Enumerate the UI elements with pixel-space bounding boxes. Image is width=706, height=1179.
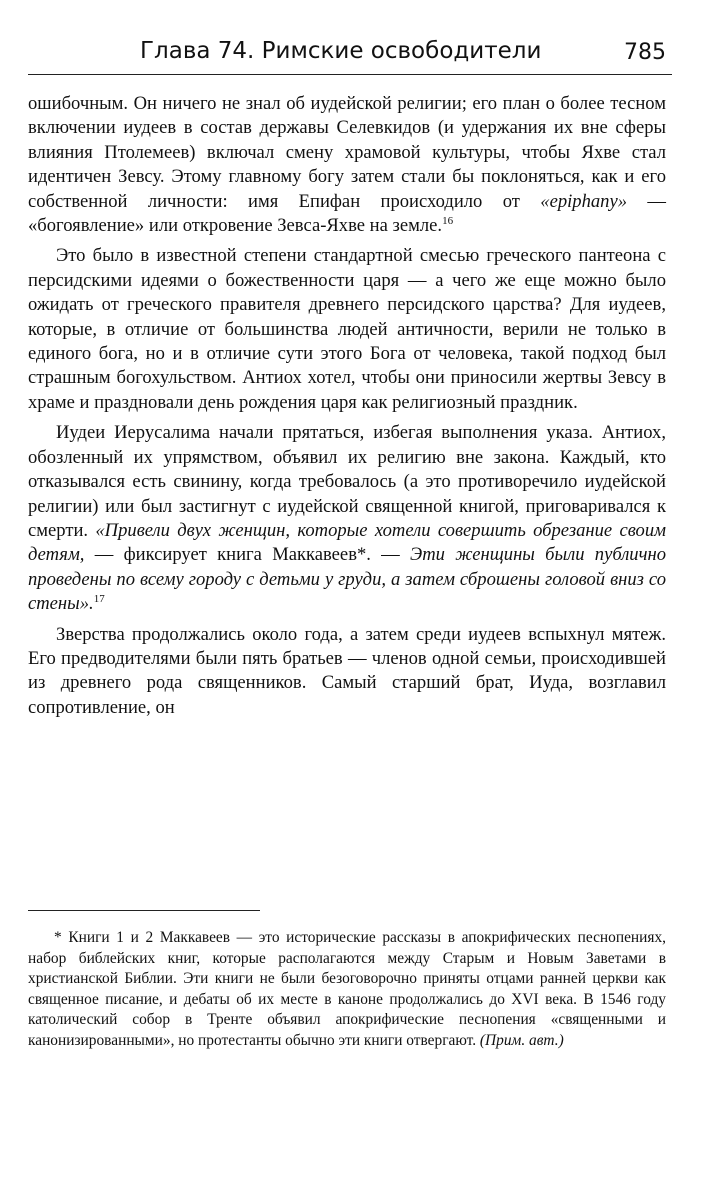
footnote-attribution: (Прим. авт.) <box>479 1031 564 1049</box>
footnote <box>28 928 666 1052</box>
text-run: — фиксирует книга Маккавеев*. — <box>84 544 411 566</box>
text-run: Иудеи Иерусалима начали прятаться, избегая выполнения указа. Антиох, обозленный их упрямством, объявил их религию вне закона. Каждый, кто отказывался есть свинину, когда требовалось (а это противоречило иудейской религии) или был застигнут с иудейской священной книгой, приговаривался к смерти. <box>28 422 666 541</box>
footnote-text: * Книги 1 и 2 Маккавеев — это исторические рассказы в апокрифических песнопениях, набор библейских книг, которые располагаются между Старым и Новым Заветами в христианской Библии. Эти книги не были безоговорочно приняты отцами ранней церкви как священное писание, и дебаты об их месте в каноне продолжались до XVI века. В 1546 году католический собор в Тренте объявил апокрифические песнопения «священными и канонизированными», но протестанты обычно эти книги отвергают. <box>28 929 666 1049</box>
paragraph <box>28 623 666 721</box>
paragraph <box>28 244 666 415</box>
page-number: 785 <box>624 40 666 65</box>
quote-text-run: «Привели двух женщин, которые хотели совершить обрезание своим детям, <box>28 519 666 566</box>
text-run: — «богоявление» или откровение Зевса-Яхве на земле. <box>28 190 666 237</box>
paragraph <box>28 421 666 616</box>
text-run: Это было в известной степени стандартной смесью греческого пантеона с персидскими идеями о божественности царя — а чего же еще можно было ожидать от греческого правителя древнего персидского царства? Для иудеев, которые, в отличие от большинства людей античности, верили не только в единого бога, но и в отличие сути этого Бога от человека, такой подход был страшным богохульством. Антиох хотел, чтобы они приносили жертвы Зевсу в храме и праздновали день рождения царя как религиозный праздник. <box>28 245 666 413</box>
italic-text-run: «epiphany» <box>540 190 628 212</box>
paragraph <box>28 92 666 238</box>
footnote-reference: 16 <box>442 214 454 227</box>
footnote-paragraph <box>28 928 666 1052</box>
text-run: ошибочным. Он ничего не знал об иудейской религии; его план о более тесном включении иудеев в состав державы Селевкидов (и удержания их вне сферы влияния Птолемеев) включал смену храмовой культуры, чтобы Яхве стал идентичен Зевсу. Этому главному богу затем стали бы поклоняться, как и его собственной личности: имя Епифан происходило от <box>28 93 666 212</box>
text-run: Зверства продолжались около года, а затем среди иудеев вспыхнул мятеж. Его предводителями были пять братьев — членов одной семьи, происходившей из древнего рода священников. Самый старший брат, Иуда, возглавил сопротивление, он <box>28 623 666 718</box>
footnote-reference: 17 <box>93 592 105 605</box>
chapter-title: Глава 74. Римские освободители <box>140 38 542 64</box>
body-text <box>28 92 666 720</box>
footnote-divider <box>28 910 260 911</box>
quote-text-run: Эти женщины были публично проведены по всему городу с детьми у груди, а затем сброшены головой вниз со стены». <box>28 544 666 615</box>
page-header <box>28 34 672 75</box>
